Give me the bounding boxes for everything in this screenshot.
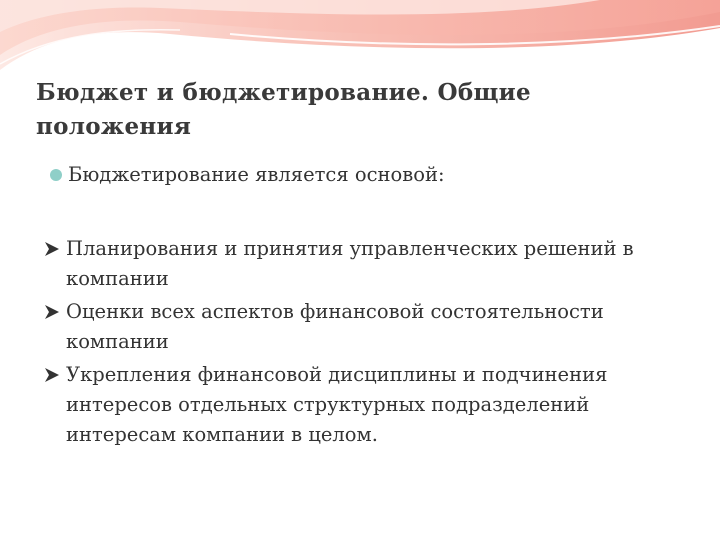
bullet-dot-icon — [50, 169, 62, 181]
list-item — [44, 234, 694, 294]
arrowhead-right-icon — [44, 360, 62, 390]
header-swoosh-decoration — [0, 0, 720, 80]
list-item — [44, 360, 694, 450]
slide-title: Бюджет и бюджетирование. Общие положения — [36, 79, 531, 140]
arrowhead-right-icon — [44, 297, 62, 327]
list-item-text: Укрепления финансовой дисциплины и подчинения интересов отдельных структурных подразделений интересам компании в целом. — [66, 363, 608, 446]
list-item-text: Оценки всех аспектов финансовой состоятельности компании — [66, 300, 604, 353]
main-bullet — [50, 160, 690, 190]
arrowhead-right-icon — [44, 234, 62, 264]
sub-bullet-list — [44, 234, 694, 453]
list-item — [44, 297, 694, 357]
list-item-text: Планирования и принятия управленческих решений в компании — [66, 237, 634, 290]
main-bullet-text: Бюджетирование является основой: — [68, 163, 445, 186]
